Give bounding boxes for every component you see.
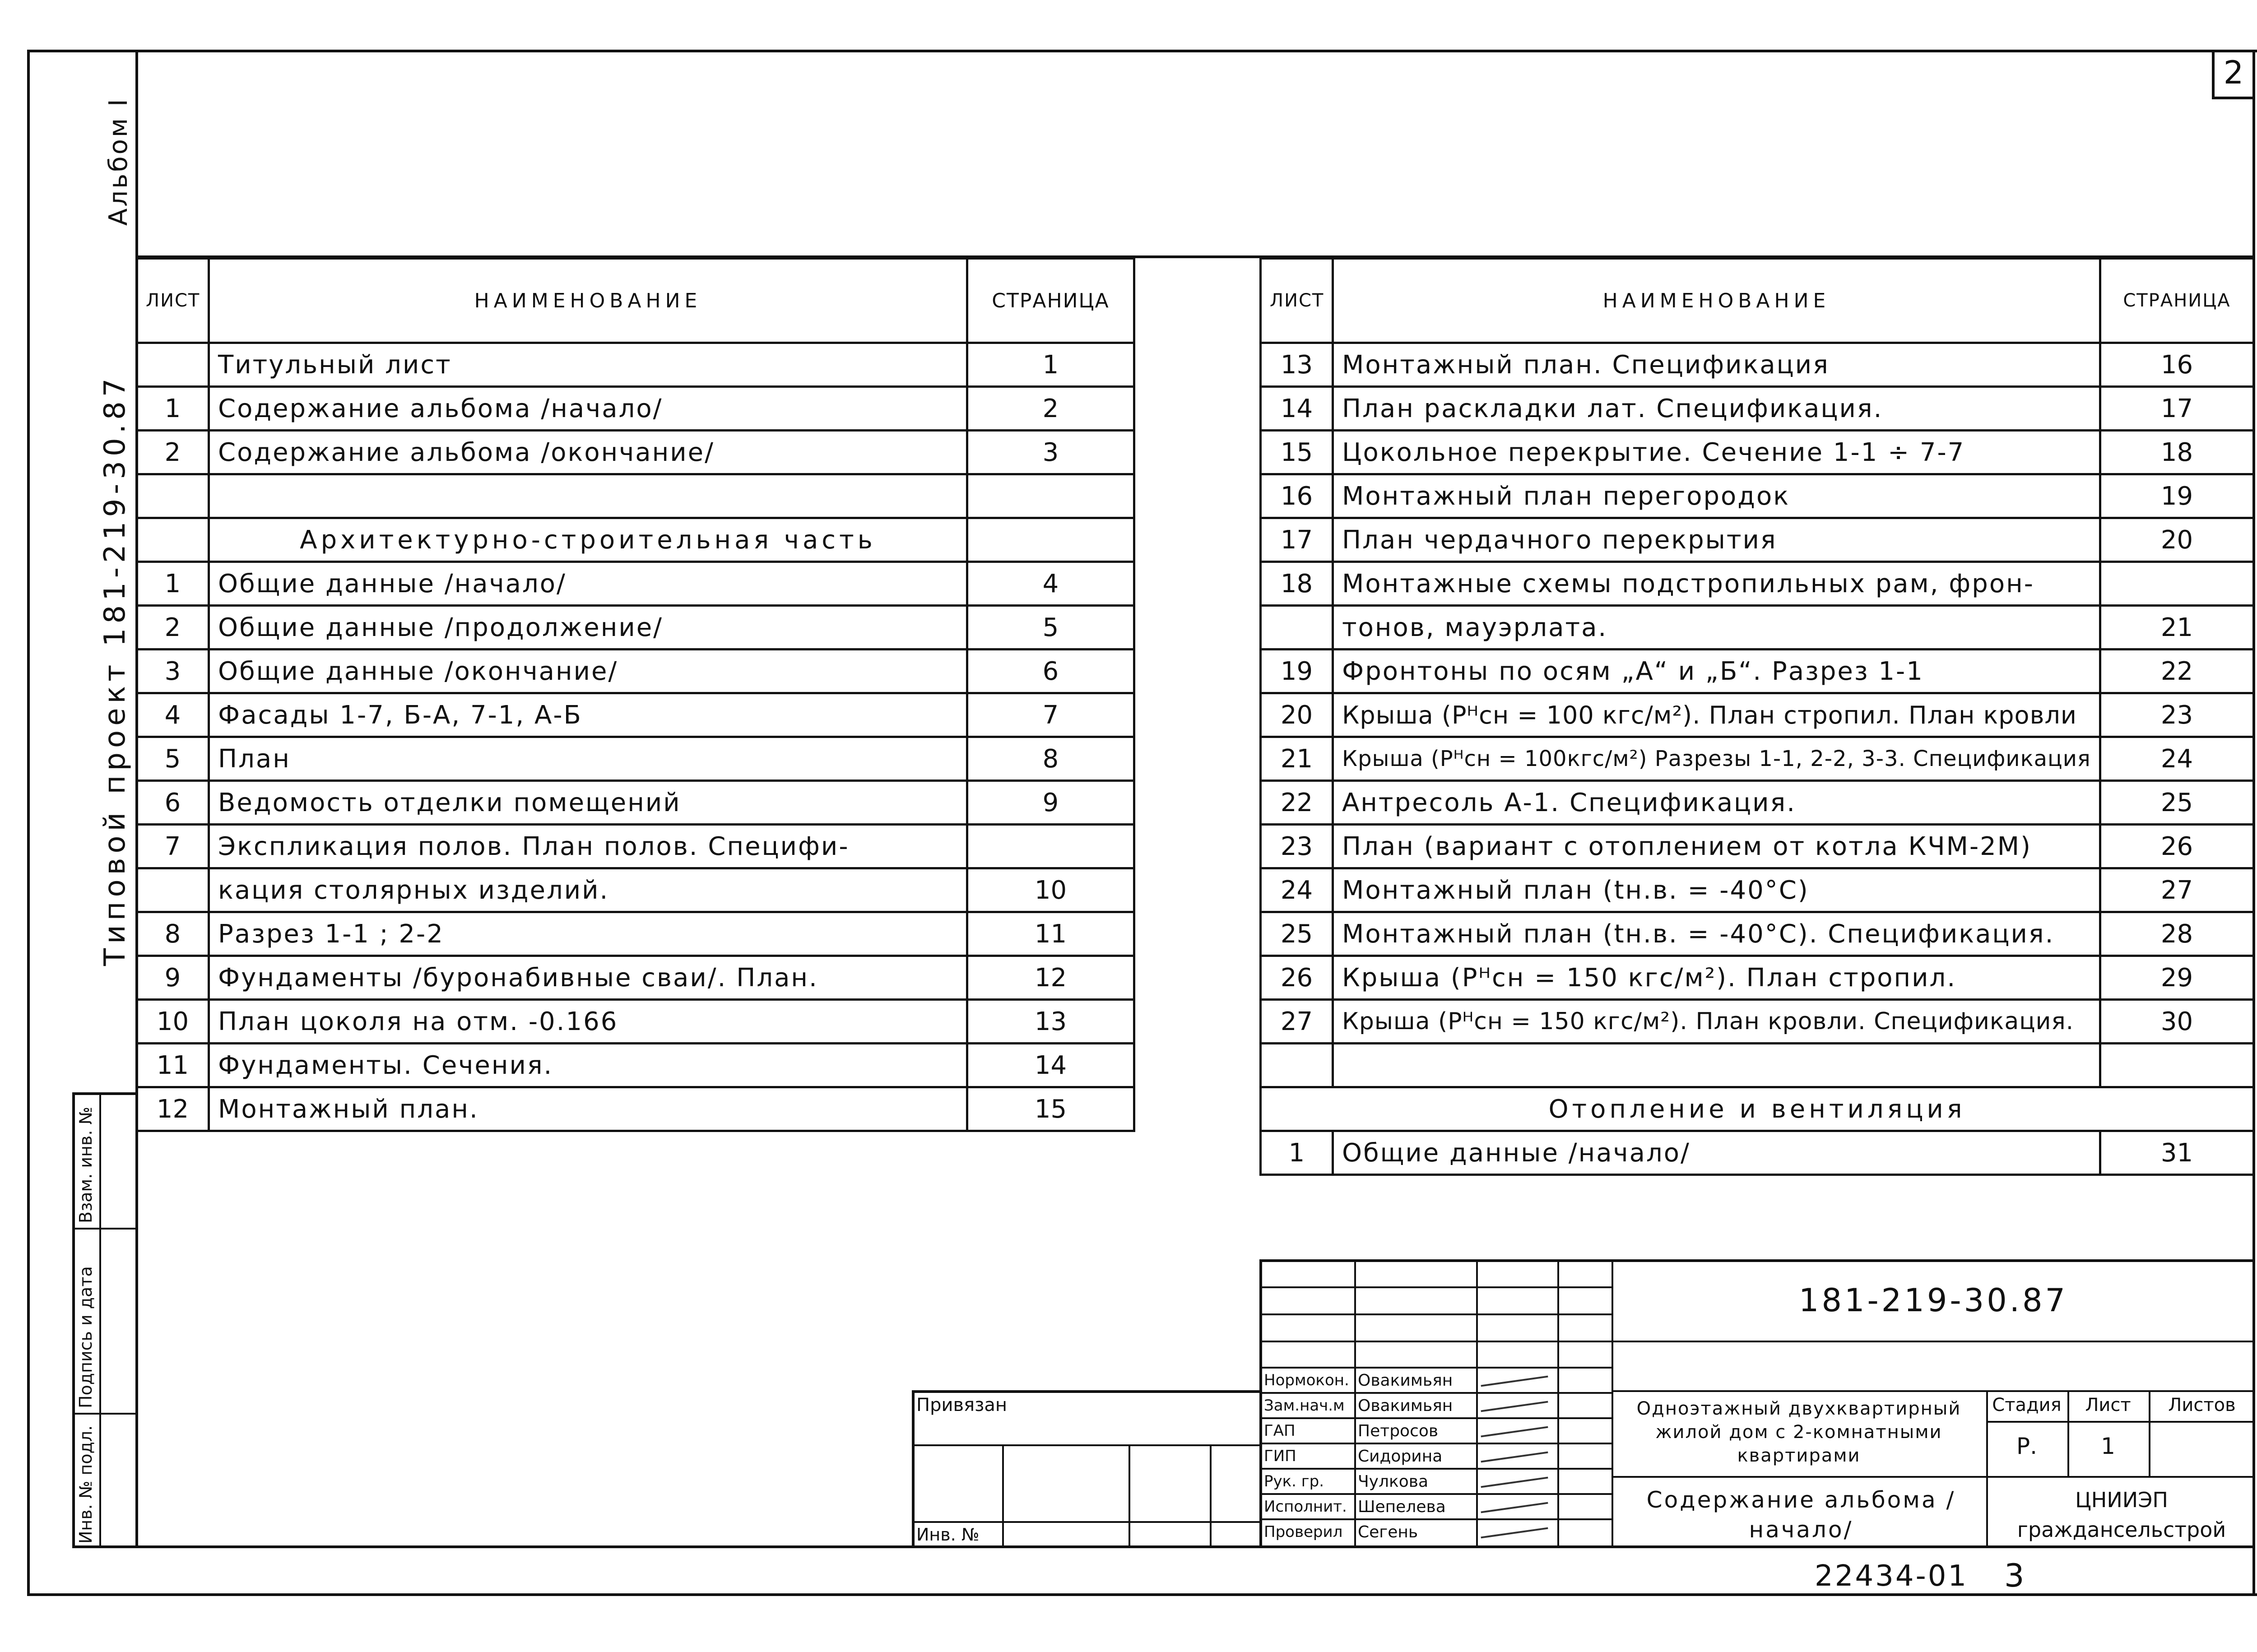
- tb-line: [1259, 1443, 1611, 1444]
- row-page-number: 31: [2100, 1131, 2254, 1175]
- header-name: НАИМЕНОВАНИЕ: [209, 259, 967, 343]
- frame-left-line: [27, 50, 30, 1596]
- row-title: Общие данные /продолжение/: [209, 606, 967, 650]
- tb-line: [1476, 1259, 1478, 1548]
- table-row: [1261, 693, 2254, 737]
- tb-line: [1002, 1444, 1004, 1548]
- role-label: Рук. гр.: [1264, 1472, 1324, 1490]
- header-page: СТРАНИЦА: [967, 259, 1134, 343]
- project-label: Типовой проект 181-219-30.87: [98, 374, 132, 966]
- row-page-number: 29: [2100, 956, 2254, 1000]
- header-sheet: ЛИСТ: [137, 259, 209, 343]
- row-sheet-number: 14: [1261, 387, 1333, 431]
- right-table-header: [1261, 259, 2254, 343]
- role-label: Исполнит.: [1264, 1498, 1347, 1516]
- header-page: СТРАНИЦА: [2100, 259, 2254, 343]
- row-page-number: 1: [967, 343, 1134, 387]
- row-sheet-number: 10: [137, 1000, 209, 1044]
- stage-value: Р.: [2016, 1433, 2038, 1459]
- sheet-label: Лист: [2085, 1395, 2131, 1415]
- side-stamp-row-line: [72, 1228, 138, 1230]
- row-page-number: 16: [2100, 343, 2254, 387]
- frame-bottom-line: [27, 1593, 2257, 1596]
- table-row: [137, 518, 1134, 562]
- table-row: [137, 431, 1134, 474]
- row-page-number: 3: [967, 431, 1134, 474]
- sheet-title: Содержание альбома /начало/: [1646, 1487, 1956, 1543]
- section-title: Отопление и вентиляция: [1261, 1087, 2254, 1131]
- role-label: Зам.нач.м: [1264, 1397, 1345, 1415]
- row-page-number: 12: [967, 956, 1134, 1000]
- row-sheet-number: 11: [137, 1044, 209, 1087]
- row-sheet-number: 16: [1261, 474, 1333, 518]
- row-page-number: 10: [967, 868, 1134, 912]
- role-person: Сегень: [1358, 1523, 1418, 1541]
- row-page-number: 9: [967, 781, 1134, 825]
- row-title: Общие данные /начало/: [1333, 1131, 2100, 1175]
- row-page-number: [967, 474, 1134, 518]
- table-row: [137, 474, 1134, 518]
- role-person: Сидорина: [1358, 1447, 1443, 1466]
- table-row: [137, 562, 1134, 606]
- role-person: Овакимьян: [1358, 1371, 1453, 1390]
- tb-line: [1259, 1392, 1611, 1394]
- row-sheet-number: 9: [137, 956, 209, 1000]
- row-sheet-number: [1261, 1044, 1333, 1087]
- table-row: [137, 737, 1134, 781]
- row-sheet-number: [1261, 606, 1333, 650]
- tb-line: [1611, 1476, 2255, 1478]
- tb-line: [1259, 1367, 1611, 1369]
- tb-line: [1259, 1417, 1611, 1419]
- row-page-number: 26: [2100, 825, 2254, 868]
- table-row: [137, 781, 1134, 825]
- table-row: [137, 693, 1134, 737]
- table-row: [137, 1087, 1134, 1131]
- title-block-code: 181-219-30.87: [1798, 1282, 2068, 1319]
- tb-line: [1259, 1493, 1611, 1495]
- table-row: [1261, 562, 2254, 606]
- row-sheet-number: [137, 868, 209, 912]
- table-row: [1261, 431, 2254, 474]
- tb-line: [1611, 1259, 1613, 1548]
- table-row: [1261, 737, 2254, 781]
- row-page-number: 4: [967, 562, 1134, 606]
- inv-no-label: Инв. №: [916, 1525, 980, 1545]
- row-page-number: [967, 518, 1134, 562]
- row-title: Фасады 1-7, Б-А, 7-1, А-Б: [209, 693, 967, 737]
- row-page-number: [2100, 1044, 2254, 1087]
- tb-line: [1259, 1313, 1611, 1315]
- row-title: Цокольное перекрытие. Сечение 1-1 ÷ 7-7: [1333, 431, 2100, 474]
- row-sheet-number: 24: [1261, 868, 1333, 912]
- header-name: НАИМЕНОВАНИЕ: [1333, 259, 2100, 343]
- tb-line: [1611, 1390, 2255, 1392]
- right-contents-table: [1259, 257, 2255, 1176]
- row-sheet-number: 1: [137, 562, 209, 606]
- row-title: тонов, мауэрлата.: [1333, 606, 2100, 650]
- row-title: Общие данные /окончание/: [209, 650, 967, 693]
- table-row: [1261, 387, 2254, 431]
- side-stamp-divider: [99, 1092, 101, 1548]
- row-sheet-number: 13: [1261, 343, 1333, 387]
- row-title: [209, 474, 967, 518]
- row-page-number: 14: [967, 1044, 1134, 1087]
- row-sheet-number: 27: [1261, 1000, 1333, 1044]
- row-page-number: 25: [2100, 781, 2254, 825]
- row-sheet-number: 25: [1261, 912, 1333, 956]
- section-title: Архитектурно-строительная часть: [209, 518, 967, 562]
- row-title: Монтажный план. Спецификация: [1333, 343, 2100, 387]
- table-row: [1261, 781, 2254, 825]
- row-page-number: 27: [2100, 868, 2254, 912]
- table-row: [137, 956, 1134, 1000]
- table-row: [1261, 343, 2254, 387]
- row-title: Монтажные схемы подстропильных рам, фрон-: [1333, 562, 2100, 606]
- row-page-number: 2: [967, 387, 1134, 431]
- left-table-header: [137, 259, 1134, 343]
- row-title: Фронтоны по осям „А“ и „Б“. Разрез 1-1: [1333, 650, 2100, 693]
- role-label: ГИП: [1264, 1447, 1296, 1465]
- sheet-number: 2: [2223, 54, 2244, 91]
- role-label: Нормокон.: [1264, 1371, 1349, 1389]
- row-title: Крыша (Pᴴсн = 100 кгс/м²). План стропил. План кровли: [1333, 693, 2100, 737]
- row-title: Экспликация полов. План полов. Специфи-: [209, 825, 967, 868]
- row-page-number: 20: [2100, 518, 2254, 562]
- row-title: Крыша (Pᴴсн = 100кгс/м²) Разрезы 1-1, 2-2, 3-3. Спецификация: [1333, 737, 2100, 781]
- header-sheet: ЛИСТ: [1261, 259, 1333, 343]
- table-row: [1261, 912, 2254, 956]
- row-sheet-number: 7: [137, 825, 209, 868]
- row-title: [1333, 1044, 2100, 1087]
- row-sheet-number: 5: [137, 737, 209, 781]
- row-title: Ведомость отделки помещений: [209, 781, 967, 825]
- table-row: [137, 868, 1134, 912]
- tb-line: [1210, 1444, 1212, 1548]
- row-page-number: 8: [967, 737, 1134, 781]
- table-row: [137, 343, 1134, 387]
- row-page-number: 6: [967, 650, 1134, 693]
- row-page-number: 11: [967, 912, 1134, 956]
- tb-line: [1259, 1341, 1611, 1342]
- table-row: [137, 650, 1134, 693]
- row-sheet-number: 3: [137, 650, 209, 693]
- table-row: [137, 606, 1134, 650]
- row-page-number: 21: [2100, 606, 2254, 650]
- row-title: Крыша (Pᴴсн = 150 кгс/м²). План кровли. Спецификация.: [1333, 1000, 2100, 1044]
- table-row: [137, 912, 1134, 956]
- tb-line: [1354, 1259, 1356, 1548]
- tb-line: [1986, 1421, 2255, 1423]
- row-page-number: 17: [2100, 387, 2254, 431]
- row-sheet-number: [137, 343, 209, 387]
- row-sheet-number: 2: [137, 431, 209, 474]
- row-title: Фундаменты /буронабивные сваи/. План.: [209, 956, 967, 1000]
- table-row: [1261, 606, 2254, 650]
- row-sheet-number: 26: [1261, 956, 1333, 1000]
- row-sheet-number: 1: [137, 387, 209, 431]
- table-row: [137, 825, 1134, 868]
- row-title: Титульный лист: [209, 343, 967, 387]
- album-label: Альбом I: [104, 97, 133, 226]
- row-page-number: 7: [967, 693, 1134, 737]
- tb-line: [1557, 1259, 1559, 1548]
- row-title: План чердачного перекрытия: [1333, 518, 2100, 562]
- role-label: Проверил: [1264, 1523, 1343, 1541]
- privyazan-label: Привязан: [916, 1395, 1008, 1415]
- row-page-number: 30: [2100, 1000, 2254, 1044]
- side-vzam-label: Взам. инв. №: [76, 1106, 96, 1223]
- row-sheet-number: 21: [1261, 737, 1333, 781]
- row-title: Монтажный план перегородок: [1333, 474, 2100, 518]
- table-row: [1261, 1000, 2254, 1044]
- table-row: [137, 1044, 1134, 1087]
- frame-top-line: [27, 50, 2257, 52]
- table-row: [137, 387, 1134, 431]
- row-sheet-number: 4: [137, 693, 209, 737]
- row-sheet-number: 19: [1261, 650, 1333, 693]
- organization: ЦНИИЭП граждансельстрой: [2017, 1488, 2226, 1542]
- row-page-number: 13: [967, 1000, 1134, 1044]
- archive-number: 22434-01: [1815, 1559, 1969, 1593]
- row-title: План: [209, 737, 967, 781]
- row-sheet-number: 20: [1261, 693, 1333, 737]
- tb-line: [1259, 1286, 1611, 1288]
- row-page-number: 5: [967, 606, 1134, 650]
- row-page-number: [2100, 562, 2254, 606]
- row-page-number: 28: [2100, 912, 2254, 956]
- table-row: [1261, 650, 2254, 693]
- row-page-number: 24: [2100, 737, 2254, 781]
- row-title: План цоколя на отм. -0.166: [209, 1000, 967, 1044]
- row-page-number: 19: [2100, 474, 2254, 518]
- row-sheet-number: 22: [1261, 781, 1333, 825]
- row-page-number: 23: [2100, 693, 2254, 737]
- sheet-value: 1: [2101, 1433, 2115, 1459]
- row-title: Монтажный план (tн.в. = -40°С): [1333, 868, 2100, 912]
- row-page-number: 15: [967, 1087, 1134, 1131]
- role-person: Петросов: [1358, 1422, 1439, 1440]
- row-page-number: 18: [2100, 431, 2254, 474]
- side-stamp-row-line: [72, 1413, 138, 1415]
- row-title: Содержание альбома /окончание/: [209, 431, 967, 474]
- row-title: План раскладки лат. Спецификация.: [1333, 387, 2100, 431]
- row-title: Содержание альбома /начало/: [209, 387, 967, 431]
- row-title: Монтажный план.: [209, 1087, 967, 1131]
- table-row: [137, 1000, 1134, 1044]
- side-inv-label: Инв. № подл.: [76, 1425, 96, 1544]
- row-sheet-number: 1: [1261, 1131, 1333, 1175]
- row-sheet-number: 15: [1261, 431, 1333, 474]
- role-label: ГАП: [1264, 1422, 1296, 1440]
- table-row: [1261, 518, 2254, 562]
- left-contents-table: [135, 257, 1135, 1132]
- table-row: [1261, 956, 2254, 1000]
- tb-line: [1259, 1468, 1611, 1470]
- row-sheet-number: [137, 518, 209, 562]
- row-sheet-number: 2: [137, 606, 209, 650]
- row-sheet-number: 23: [1261, 825, 1333, 868]
- table-row: [1261, 474, 2254, 518]
- role-person: Шепелева: [1358, 1498, 1446, 1516]
- sheets-label: Листов: [2168, 1395, 2236, 1415]
- row-sheet-number: 18: [1261, 562, 1333, 606]
- row-sheet-number: 6: [137, 781, 209, 825]
- row-sheet-number: 17: [1261, 518, 1333, 562]
- table-row: [1261, 1131, 2254, 1175]
- row-title: Общие данные /начало/: [209, 562, 967, 606]
- row-title: Антресоль А-1. Спецификация.: [1333, 781, 2100, 825]
- tb-line: [1611, 1341, 2255, 1342]
- role-person: Овакимьян: [1358, 1397, 1453, 1415]
- row-page-number: 22: [2100, 650, 2254, 693]
- row-title: План (вариант с отоплением от котла КЧМ-2М): [1333, 825, 2100, 868]
- row-title: кация столярных изделий.: [209, 868, 967, 912]
- row-title: Крыша (Pᴴсн = 150 кгс/м²). План стропил.: [1333, 956, 2100, 1000]
- table-row: [1261, 868, 2254, 912]
- page-number: 3: [2004, 1557, 2025, 1594]
- row-sheet-number: 12: [137, 1087, 209, 1131]
- table-row: [1261, 825, 2254, 868]
- row-title: Монтажный план (tн.в. = -40°С). Спецификация.: [1333, 912, 2100, 956]
- row-page-number: [967, 825, 1134, 868]
- role-person: Чулкова: [1358, 1472, 1429, 1491]
- row-title: Разрез 1-1 ; 2-2: [209, 912, 967, 956]
- tb-line: [1128, 1444, 1130, 1548]
- table-row: [1261, 1087, 2254, 1131]
- table-row: [1261, 1044, 2254, 1087]
- row-title: Фундаменты. Сечения.: [209, 1044, 967, 1087]
- stage-label: Стадия: [1992, 1395, 2062, 1415]
- tb-line: [1259, 1518, 1611, 1520]
- row-sheet-number: [137, 474, 209, 518]
- side-podpis-label: Подпись и дата: [76, 1266, 96, 1408]
- row-sheet-number: 8: [137, 912, 209, 956]
- object-name: Одноэтажный двухквартирный жилой дом с 2-комнатными квартирами: [1636, 1398, 1961, 1466]
